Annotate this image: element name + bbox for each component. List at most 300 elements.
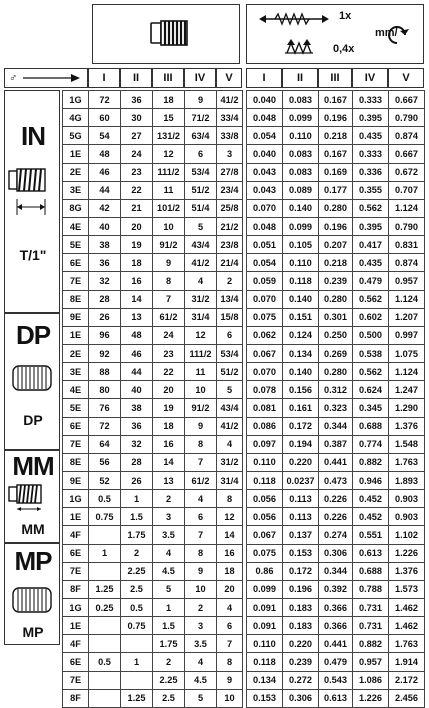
- teeth-cell: 24: [121, 145, 153, 163]
- feed-value-cell: 0.151: [283, 308, 319, 326]
- teeth-row: [63, 326, 243, 344]
- teeth-cell: 5: [153, 580, 185, 598]
- coil-spring-icon: [5, 584, 61, 618]
- teeth-cell: 13: [121, 308, 153, 326]
- feed-row: [247, 471, 425, 489]
- feed-value-cell: 0.86: [247, 562, 283, 580]
- feed-value-cell: 0.226: [319, 490, 353, 508]
- teeth-cell: 9: [185, 562, 217, 580]
- gear-code-cell: 1E: [63, 326, 89, 344]
- feed-row: [247, 453, 425, 471]
- teeth-cell: 63/4: [185, 127, 217, 145]
- feed-value-cell: 0.097: [247, 435, 283, 453]
- right-header-v: V: [388, 68, 424, 88]
- teeth-cell: 1: [89, 544, 121, 562]
- section-mm-title: MM: [12, 451, 54, 481]
- teeth-row: [63, 490, 243, 508]
- feed-value-cell: 0.220: [283, 453, 319, 471]
- gear-code-cell: 4G: [63, 109, 89, 127]
- teeth-cell: 52: [89, 471, 121, 489]
- teeth-cell: 48: [121, 326, 153, 344]
- feed-value-cell: 0.395: [353, 217, 389, 235]
- section-dp-subtitle: DP: [23, 412, 43, 428]
- gear-code-cell: 5G: [63, 127, 89, 145]
- gear-code-cell: 4F: [63, 635, 89, 653]
- teeth-row: [63, 109, 243, 127]
- teeth-cell: 51/2: [217, 363, 243, 381]
- left-header-iii: III: [152, 68, 184, 88]
- feed-row: [247, 163, 425, 181]
- teeth-cell: 33/8: [217, 127, 243, 145]
- feed-value-cell: 0.083: [283, 163, 319, 181]
- feed-value-cell: 0.441: [319, 453, 353, 471]
- feed-value-cell: 0.067: [247, 344, 283, 362]
- teeth-cell: 64: [89, 435, 121, 453]
- teeth-cell: 26: [121, 471, 153, 489]
- left-header-i: I: [88, 68, 120, 88]
- teeth-cell: 43/4: [185, 236, 217, 254]
- teeth-cell: 54: [89, 127, 121, 145]
- teeth-cell: 4: [185, 653, 217, 671]
- feed-row: [247, 598, 425, 616]
- gear-code-cell: 4F: [63, 526, 89, 544]
- teeth-cell: 53/4: [217, 344, 243, 362]
- feed-value-cell: 0.070: [247, 363, 283, 381]
- teeth-cell: 51/4: [185, 199, 217, 217]
- teeth-cell: 46: [89, 163, 121, 181]
- teeth-row: [63, 453, 243, 471]
- gear-code-cell: 7E: [63, 562, 89, 580]
- feed-value-cell: 0.336: [353, 163, 389, 181]
- teeth-cell: 72: [89, 417, 121, 435]
- feed-value-cell: 1.226: [353, 689, 389, 707]
- teeth-cell: 1.75: [153, 635, 185, 653]
- feed-value-cell: 0.056: [247, 490, 283, 508]
- teeth-cell: 2.25: [153, 671, 185, 689]
- feed-value-cell: 0.306: [283, 689, 319, 707]
- teeth-row: [63, 217, 243, 235]
- feed-value-cell: 0.040: [247, 145, 283, 163]
- gear-code-cell: 2E: [63, 344, 89, 362]
- feed-value-cell: 1.086: [353, 671, 389, 689]
- feed-row: [247, 127, 425, 145]
- teeth-cell: 6: [217, 617, 243, 635]
- feed-value-cell: 0.301: [319, 308, 353, 326]
- feed-row: [247, 326, 425, 344]
- teeth-cell: [121, 635, 153, 653]
- feed-value-cell: 1.226: [389, 544, 425, 562]
- feed-value-cell: 0.075: [247, 544, 283, 562]
- teeth-cell: 9: [185, 417, 217, 435]
- feed-value-cell: 0.105: [283, 236, 319, 254]
- feed-value-cell: 0.161: [283, 399, 319, 417]
- teeth-cell: 0.5: [121, 598, 153, 616]
- feed-row: [247, 363, 425, 381]
- feed-row: [247, 417, 425, 435]
- teeth-cell: 61/2: [153, 308, 185, 326]
- feed-value-cell: 0.269: [319, 344, 353, 362]
- teeth-cell: 40: [121, 381, 153, 399]
- feed-value-cell: 0.054: [247, 254, 283, 272]
- teeth-cell: 38: [89, 236, 121, 254]
- teeth-cell: 42: [89, 199, 121, 217]
- feed-row: [247, 617, 425, 635]
- feed-value-cell: 0.562: [353, 199, 389, 217]
- teeth-cell: 1.5: [153, 617, 185, 635]
- teeth-cell: 32: [121, 435, 153, 453]
- feed-value-cell: 0.153: [283, 544, 319, 562]
- feed-value-cell: 0.473: [319, 471, 353, 489]
- feed-value-cell: 0.140: [283, 199, 319, 217]
- teeth-cell: 23/4: [217, 181, 243, 199]
- teeth-cell: 5: [217, 381, 243, 399]
- feed-value-cell: 0.169: [319, 163, 353, 181]
- feed-value-cell: 0.312: [319, 381, 353, 399]
- feed-value-cell: 0.344: [319, 562, 353, 580]
- feed-value-cell: 0.059: [247, 272, 283, 290]
- teeth-row: [63, 290, 243, 308]
- teeth-cell: 10: [185, 381, 217, 399]
- gear-code-cell: 9E: [63, 308, 89, 326]
- feed-value-cell: 0.110: [247, 453, 283, 471]
- feed-row: [247, 272, 425, 290]
- teeth-cell: 4: [217, 435, 243, 453]
- teeth-cell: 80: [89, 381, 121, 399]
- teeth-cell: 8: [217, 490, 243, 508]
- teeth-cell: 72: [89, 91, 121, 109]
- legend-unit-label: mm/: [375, 27, 398, 39]
- feed-value-cell: 0.903: [389, 490, 425, 508]
- teeth-cell: 23/8: [217, 236, 243, 254]
- teeth-row: [63, 381, 243, 399]
- feed-value-cell: 0.323: [319, 399, 353, 417]
- left-header-v: V: [216, 68, 242, 88]
- feed-values-table: [246, 90, 425, 708]
- feed-value-cell: 1.290: [389, 399, 425, 417]
- teeth-cell: 9: [185, 91, 217, 109]
- teeth-row: [63, 145, 243, 163]
- gear-code-cell: 1G: [63, 91, 89, 109]
- teeth-cell: 19: [153, 399, 185, 417]
- teeth-cell: 71/2: [185, 109, 217, 127]
- teeth-cell: 21/4: [217, 254, 243, 272]
- teeth-cell: 4: [185, 490, 217, 508]
- feed-row: [247, 526, 425, 544]
- feed-value-cell: 0.479: [319, 653, 353, 671]
- feed-row: [247, 381, 425, 399]
- teeth-row: [63, 199, 243, 217]
- teeth-row: [63, 127, 243, 145]
- teeth-cell: 76: [89, 399, 121, 417]
- teeth-cell: 0.75: [121, 617, 153, 635]
- teeth-row: [63, 254, 243, 272]
- top-left-header-box: [92, 4, 240, 64]
- feed-value-cell: 0.239: [319, 272, 353, 290]
- teeth-cell: 19: [121, 236, 153, 254]
- gear-code-cell: 7E: [63, 435, 89, 453]
- teeth-cell: 21/2: [217, 217, 243, 235]
- teeth-cell: 9: [153, 254, 185, 272]
- teeth-row: [63, 399, 243, 417]
- teeth-cell: 2: [153, 490, 185, 508]
- teeth-row: [63, 272, 243, 290]
- feed-row: [247, 199, 425, 217]
- left-header-iv: IV: [184, 68, 216, 88]
- teeth-row: [63, 344, 243, 362]
- teeth-cell: 1: [153, 598, 185, 616]
- teeth-cell: 4: [217, 598, 243, 616]
- feed-value-cell: 0.667: [389, 91, 425, 109]
- teeth-cell: 18: [121, 254, 153, 272]
- teeth-cell: 27/8: [217, 163, 243, 181]
- feed-value-cell: 0.056: [247, 508, 283, 526]
- gear-code-cell: 6E: [63, 653, 89, 671]
- teeth-row: [63, 435, 243, 453]
- feed-value-cell: 0.099: [283, 109, 319, 127]
- feed-row: [247, 689, 425, 707]
- feed-value-cell: 0.882: [353, 635, 389, 653]
- feed-value-cell: 0.043: [247, 181, 283, 199]
- feed-value-cell: 0.196: [319, 217, 353, 235]
- gear-code-cell: 4E: [63, 217, 89, 235]
- teeth-cell: 3.5: [153, 526, 185, 544]
- section-in: [4, 90, 60, 313]
- feed-value-cell: 1.124: [389, 363, 425, 381]
- teeth-cell: 46: [121, 344, 153, 362]
- feed-value-cell: 0.196: [283, 580, 319, 598]
- feed-value-cell: 0.333: [353, 91, 389, 109]
- feed-value-cell: 0.048: [247, 109, 283, 127]
- feed-value-cell: 0.306: [319, 544, 353, 562]
- teeth-cell: 61/2: [185, 471, 217, 489]
- feed-value-cell: 0.355: [353, 181, 389, 199]
- teeth-cell: [89, 635, 121, 653]
- feed-value-cell: 0.099: [283, 217, 319, 235]
- teeth-cell: 8: [185, 435, 217, 453]
- feed-value-cell: 0.110: [247, 635, 283, 653]
- teeth-row: [63, 635, 243, 653]
- feed-value-cell: 0.070: [247, 290, 283, 308]
- teeth-row: [63, 671, 243, 689]
- feed-value-cell: 0.183: [283, 598, 319, 616]
- feed-row: [247, 344, 425, 362]
- teeth-cell: 23: [121, 163, 153, 181]
- teeth-cell: 14: [121, 290, 153, 308]
- feed-value-cell: 0.345: [353, 399, 389, 417]
- feed-value-cell: 0.731: [353, 617, 389, 635]
- gear-code-cell: 2E: [63, 163, 89, 181]
- feed-value-cell: 0.882: [353, 453, 389, 471]
- feed-value-cell: 0.435: [353, 254, 389, 272]
- section-mp: [4, 543, 60, 645]
- feed-value-cell: 0.250: [319, 326, 353, 344]
- feed-value-cell: 0.194: [283, 435, 319, 453]
- teeth-cell: 26: [89, 308, 121, 326]
- feed-value-cell: 0.957: [353, 653, 389, 671]
- gear-code-cell: 1E: [63, 617, 89, 635]
- feed-value-cell: 0.667: [389, 145, 425, 163]
- gear-code-cell: 1G: [63, 598, 89, 616]
- teeth-row: [63, 471, 243, 489]
- feed-value-cell: 1.124: [389, 199, 425, 217]
- teeth-cell: 1: [121, 490, 153, 508]
- feed-value-cell: 0.417: [353, 236, 389, 254]
- teeth-cell: [89, 526, 121, 544]
- teeth-cell: 14: [217, 526, 243, 544]
- feed-value-cell: 1.376: [389, 562, 425, 580]
- feed-value-cell: 1.376: [389, 417, 425, 435]
- feed-row: [247, 290, 425, 308]
- feed-row: [247, 671, 425, 689]
- feed-row: [247, 399, 425, 417]
- teeth-row: [63, 617, 243, 635]
- feed-value-cell: 0.083: [283, 145, 319, 163]
- right-header-i: I: [246, 68, 282, 88]
- feed-value-cell: 0.051: [247, 236, 283, 254]
- gear-code-cell: 3E: [63, 181, 89, 199]
- teeth-cell: 111/2: [153, 163, 185, 181]
- feed-value-cell: 0.043: [247, 163, 283, 181]
- gear-code-cell: 7E: [63, 272, 89, 290]
- teeth-cell: 0.5: [89, 653, 121, 671]
- teeth-cell: 7: [217, 635, 243, 653]
- feed-value-cell: 0.562: [353, 363, 389, 381]
- feed-row: [247, 635, 425, 653]
- feed-value-cell: 0.086: [247, 417, 283, 435]
- gear-code-cell: 1E: [63, 508, 89, 526]
- feed-value-cell: 0.110: [283, 254, 319, 272]
- teeth-cell: 53/4: [185, 163, 217, 181]
- teeth-cell: 18: [217, 562, 243, 580]
- teeth-cell: 0.5: [89, 490, 121, 508]
- right-arrow-icon: [23, 73, 81, 83]
- feed-value-cell: 0.435: [353, 127, 389, 145]
- teeth-cell: 16: [217, 544, 243, 562]
- feed-value-cell: 0.083: [283, 91, 319, 109]
- feed-value-cell: 0.167: [319, 145, 353, 163]
- teeth-cell: 15/8: [217, 308, 243, 326]
- feed-value-cell: 0.280: [319, 199, 353, 217]
- feed-value-cell: 2.456: [389, 689, 425, 707]
- feed-value-cell: 0.624: [353, 381, 389, 399]
- teeth-row: [63, 526, 243, 544]
- teeth-cell: 43/4: [217, 399, 243, 417]
- feed-value-cell: 0.395: [353, 109, 389, 127]
- teeth-cell: 2.5: [153, 689, 185, 707]
- teeth-cell: 31/2: [185, 290, 217, 308]
- teeth-cell: 11: [153, 181, 185, 199]
- teeth-cell: 4: [185, 272, 217, 290]
- teeth-row: [63, 181, 243, 199]
- gear-code-cell: 7E: [63, 671, 89, 689]
- teeth-row: [63, 236, 243, 254]
- section-mp-title: MP: [14, 546, 52, 576]
- feed-value-cell: 0.790: [389, 217, 425, 235]
- feed-value-cell: 0.0237: [283, 471, 319, 489]
- feed-value-cell: 0.479: [353, 272, 389, 290]
- gear-code-cell: 9E: [63, 471, 89, 489]
- feed-value-cell: 0.156: [283, 381, 319, 399]
- feed-value-cell: 0.118: [247, 653, 283, 671]
- feed-row: [247, 308, 425, 326]
- feed-value-cell: 0.226: [319, 508, 353, 526]
- feed-value-cell: 0.054: [247, 127, 283, 145]
- teeth-cell: 33/4: [217, 109, 243, 127]
- teeth-cell: 44: [121, 363, 153, 381]
- teeth-cell: 10: [217, 689, 243, 707]
- feed-value-cell: 0.207: [319, 236, 353, 254]
- feed-value-cell: 0.274: [319, 526, 353, 544]
- teeth-cell: 23: [153, 344, 185, 362]
- feed-value-cell: 0.441: [319, 635, 353, 653]
- feed-value-cell: 0.344: [319, 417, 353, 435]
- feed-value-cell: 1.124: [389, 290, 425, 308]
- teeth-row: [63, 163, 243, 181]
- feed-row: [247, 181, 425, 199]
- feed-value-cell: 0.048: [247, 217, 283, 235]
- feed-value-cell: 0.790: [389, 109, 425, 127]
- teeth-cell: 4.5: [153, 562, 185, 580]
- teeth-cell: 44: [89, 181, 121, 199]
- teeth-cell: 5: [185, 217, 217, 235]
- feed-value-cell: 0.134: [247, 671, 283, 689]
- teeth-cell: 2.25: [121, 562, 153, 580]
- feed-value-cell: 0.067: [247, 526, 283, 544]
- feed-value-cell: 0.280: [319, 290, 353, 308]
- teeth-cell: 7: [153, 290, 185, 308]
- section-mm: [4, 450, 60, 543]
- teeth-cell: 27: [121, 127, 153, 145]
- teeth-cell: 32: [89, 272, 121, 290]
- teeth-cell: 5: [185, 689, 217, 707]
- feed-value-cell: 0.452: [353, 490, 389, 508]
- teeth-cell: 21: [121, 199, 153, 217]
- teeth-cell: 6: [185, 508, 217, 526]
- feed-row: [247, 562, 425, 580]
- feed-row: [247, 544, 425, 562]
- teeth-cell: 12: [217, 508, 243, 526]
- teeth-cell: 15: [153, 109, 185, 127]
- feed-value-cell: 0.562: [353, 290, 389, 308]
- feed-value-cell: 0.997: [389, 326, 425, 344]
- teeth-cell: 20: [153, 381, 185, 399]
- feed-value-cell: 0.218: [319, 254, 353, 272]
- teeth-cell: 31/2: [217, 453, 243, 471]
- teeth-cell: 25/8: [217, 199, 243, 217]
- feed-value-cell: 0.220: [283, 635, 319, 653]
- feed-value-cell: 1.462: [389, 617, 425, 635]
- feed-value-cell: 1.914: [389, 653, 425, 671]
- feed-value-cell: 0.333: [353, 145, 389, 163]
- feed-value-cell: 0.366: [319, 617, 353, 635]
- gear-code-cell: 4E: [63, 381, 89, 399]
- teeth-cell: 20: [217, 580, 243, 598]
- teeth-cell: 13: [153, 471, 185, 489]
- teeth-cell: 28: [89, 290, 121, 308]
- section-in-title: IN: [21, 121, 45, 151]
- feed-value-cell: 1.102: [389, 526, 425, 544]
- feed-value-cell: 1.893: [389, 471, 425, 489]
- feed-row: [247, 653, 425, 671]
- teeth-row: [63, 562, 243, 580]
- teeth-row: [63, 508, 243, 526]
- teeth-cell: 92: [89, 344, 121, 362]
- feed-value-cell: 1.247: [389, 381, 425, 399]
- feed-value-cell: 0.874: [389, 127, 425, 145]
- feed-value-cell: 0.387: [319, 435, 353, 453]
- feed-value-cell: 0.110: [283, 127, 319, 145]
- teeth-cell: 0.75: [89, 508, 121, 526]
